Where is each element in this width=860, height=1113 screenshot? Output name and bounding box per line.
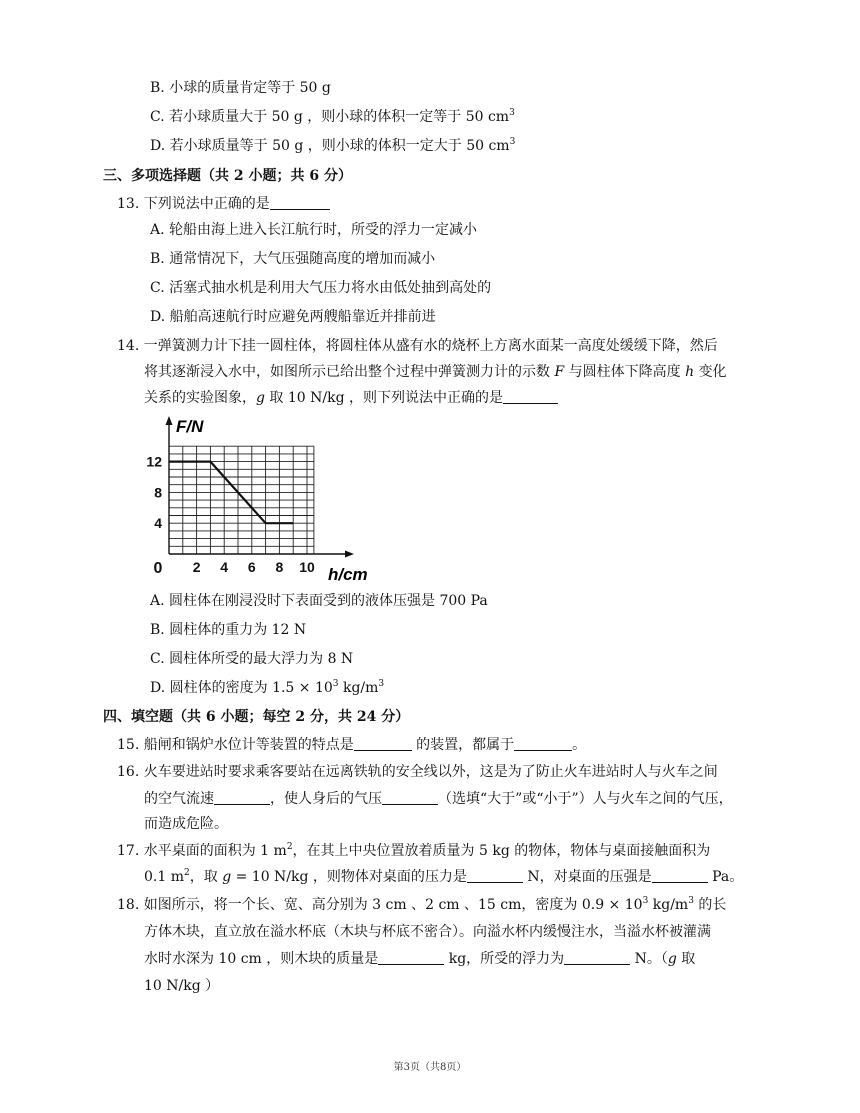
- question-16-line-2: 的空气流速 ，使人身后的气压 （选填“大于”或“小于”）人与火车之间的气压，: [144, 791, 733, 807]
- chart-axes: [166, 416, 355, 558]
- x-tick-label: 6: [247, 559, 256, 575]
- option-b-prev: B. 小球的质量肯定等于 50 g: [150, 80, 331, 96]
- x-tick-label: 0: [153, 560, 163, 577]
- x-tick-label: 10: [299, 559, 315, 575]
- x-tick-label: 2: [192, 559, 201, 575]
- question-16-line-1: 16. 火车要进站时要求乘客要站在远离铁轨的安全线以外，这是为了防止火车进站时人与火车之间: [117, 764, 718, 780]
- x-tick-label: 4: [220, 559, 229, 575]
- q14-option-a: A. 圆柱体在刚浸没时下表面受到的液体压强是 700 Pa: [150, 593, 488, 609]
- x-tick-label: 8: [275, 559, 284, 575]
- y-tick-label: 8: [154, 484, 162, 501]
- q14-option-b: B. 圆柱体的重力为 12 N: [150, 622, 307, 638]
- section-4-heading: 四、填空题（共 6 小题；每空 2 分，共 24 分）: [103, 709, 410, 725]
- q14-option-d: D. 圆柱体的密度为 $1.5 \times 10^3$ $kg/m^3$: [150, 679, 385, 696]
- q13-option-a: A. 轮船由海上进入长江航行时，所受的浮力一定减小: [150, 222, 478, 238]
- question-14-line-1: 14. 一弹簧测力计下挂一圆柱体，将圆柱体从盛有水的烧杯上方离水面某一高度处缓缓下降，然后: [117, 338, 718, 354]
- y-axis-label: F/N: [176, 417, 204, 436]
- y-axis-arrow: [166, 416, 173, 425]
- question-16-line-3: 而造成危险。: [144, 816, 228, 832]
- q14-option-c: C. 圆柱体所受的最大浮力为 8 N: [150, 651, 354, 667]
- x-axis-label: h/cm: [328, 565, 368, 584]
- option-d-prev: D. 若小球质量等于 50 g ，则小球的体积一定大于 50 $cm^3$: [150, 137, 516, 154]
- x-axis-arrow: [345, 551, 354, 558]
- question-15: 15. 船闸和锅炉水位计等装置的特点是 的装置，都属于 。: [117, 737, 587, 753]
- y-tick-label: 12: [146, 453, 162, 470]
- q13-option-b: B. 通常情况下，大气压强随高度的增加而减小: [150, 251, 436, 267]
- question-18-line-4: 10 N/kg ）: [144, 978, 220, 994]
- option-c-prev: C. 若小球质量大于 50 g ，则小球的体积一定等于 50 $cm^3$: [150, 108, 515, 125]
- force-height-chart: [140, 412, 380, 588]
- question-18-line-2: 方体木块，直立放在溢水杯底（木块与杯底不密合）。向溢水杯内缓慢注水，当溢水杯被灌满: [144, 924, 711, 940]
- section-3-heading: 三、多项选择题（共 2 小题；共 6 分）: [103, 168, 352, 184]
- question-14-line-3: 关系的实验图象，g 取 10 N/kg ，则下列说法中正确的是: [144, 388, 558, 408]
- question-14-line-2: 将其逐渐浸入水中，如图所示已给出整个过程中弹簧测力计的示数 F 与圆柱体下降高度 h 变化: [144, 364, 727, 380]
- question-17-line-2: 0.1 $m^2$，取 g = 10 N/kg ，则物体对桌面的压力是 N，对桌面的压强是 Pa。: [144, 868, 744, 885]
- question-18-line-1: 18. 如图所示，将一个长、宽、高分别为 3 cm 、2 cm 、15 cm，密度为 $0.9 \times 10^3$ $kg/m^3$ 的长: [117, 896, 727, 913]
- y-tick-label: 4: [154, 515, 162, 532]
- question-18-line-3: 水时水深为 10 cm ，则木块的质量是 kg，所受的浮力为 N。（g 取: [144, 951, 696, 967]
- page-footer: 第3页（共8页）: [393, 1062, 467, 1073]
- question-13: 13. 下列说法中正确的是: [117, 194, 330, 214]
- q13-option-c: C. 活塞式抽水机是利用大气压力将水由低处抽到高处的: [150, 280, 492, 296]
- q13-option-d: D. 船舶高速航行时应避免两艘船靠近并排前进: [150, 309, 436, 325]
- question-17-line-1: 17. 水平桌面的面积为 1 $m^2$，在其上中央位置放着质量为 5 kg 的物体，物体与桌面接触面积为: [117, 842, 711, 859]
